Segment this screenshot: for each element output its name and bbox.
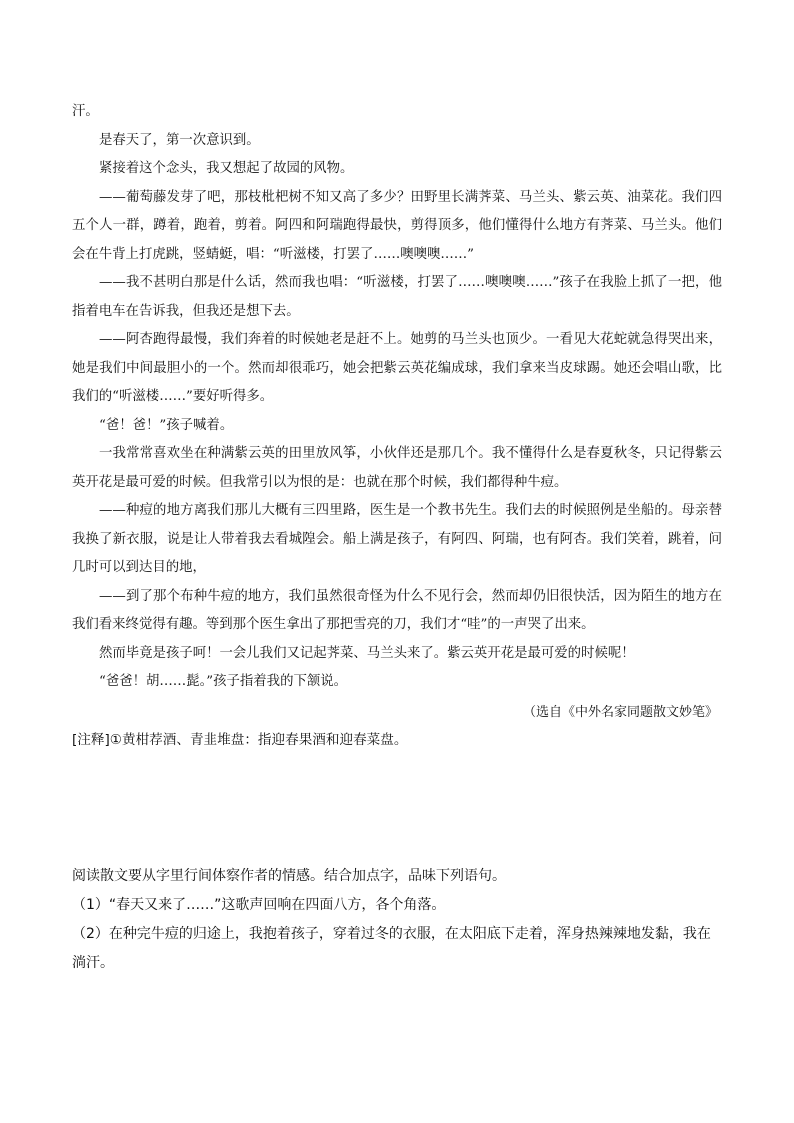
essay-paragraph: 然而毕竟是孩子呵！一会儿我们又记起荠菜、马兰头来了。紫云英开花是最可爱的时候呢！ [99, 645, 635, 661]
annotation-note: [注释]①黄柑荐酒、青韭堆盘：指迎春果酒和迎春菜盘。 [72, 731, 408, 748]
question-instruction: 阅读散文要从字里行间体察作者的情感。结合加点字，品味下列语句。 [72, 868, 506, 884]
essay-paragraph: 汗。 [72, 104, 99, 119]
essay-paragraph: “爸爸！胡……髭。”孩子指着我的下颔说。 [99, 674, 348, 689]
question-item-1: （1）“春天又来了……”这歌声回响在四面八方，各个角落。 [72, 897, 446, 913]
essay-paragraph: 紧接着这个念头，我又想起了故园的风物。 [99, 161, 354, 176]
question-item-2: （2）在种完牛痘的归途上，我抱着孩子，穿着过冬的衣服，在太阳底下走着，浑身热辣辣地发黏，我在淌汗。 [72, 926, 711, 971]
essay-paragraph: “爸！爸！”孩子喊着。 [99, 417, 234, 433]
essay-paragraph: 一我常常喜欢坐在种满紫云英的田里放风筝，小伙伴还是那几个。我不懂得什么是春夏秋冬，只记得紫云英开花是最可爱的时候。但我常引以为恨的是：也就在那个时候，我们都得种牛痘。 [72, 446, 722, 490]
essay-paragraph: ——到了那个布种牛痘的地方，我们虽然很奇怪为什么不见行会，然而却仍旧很快活，因为陌生的地方在我们看来终觉得有趣。等到那个医生拿出了那把雪亮的刀，我们才“哇”的一声哭了出来。 [72, 588, 722, 632]
essay-paragraph: ——我不甚明白那是什么话，然而我也唱：“听滋楼，打罢了……噢噢噢……”孩子在我脸上抓了一把，他指着电车在告诉我，但我还是想下去。 [72, 275, 722, 319]
essay-paragraph: ——种痘的地方离我们那儿大概有三四里路，医生是一个教书先生。我们去的时候照例是坐船的。母亲替我换了新衣服，说是让人带着我去看城隍会。船上满是孩子，有阿四、阿瑞，也有阿杏。我们笑着，跳着，问几时可以到达目的地， [72, 503, 722, 575]
essay-paragraph: 是春天了，第一次意识到。 [99, 132, 260, 148]
question-section [72, 862, 722, 978]
essay-source: （选自《中外名家同题散文妙笔》 [522, 704, 718, 720]
essay-paragraph: ——葡萄藤发芽了吧，那枝枇杷树不知又高了多少？田野里长满荠菜、马兰头、紫云英、油菜花。我们四五个人一群，蹲着，跑着，剪着。阿四和阿瑞跑得最快，剪得顶多，他们懂得什么地方有荠菜、马兰头。他们会在牛背上打虎跳，竖蜻蜓，唱：“听滋楼，打罢了……噢噢噢……” [72, 189, 722, 262]
essay-body [72, 98, 722, 753]
essay-paragraph: ——阿杏跑得最慢，我们奔着的时候她老是赶不上。她剪的马兰头也顶少。一看见大花蛇就急得哭出来，她是我们中间最胆小的一个。然而却很乖巧，她会把紫云英花编成球，我们拿来当皮球踢。她还会唱山歌，比我们的“听滋楼……”要好听得多。 [72, 332, 722, 404]
